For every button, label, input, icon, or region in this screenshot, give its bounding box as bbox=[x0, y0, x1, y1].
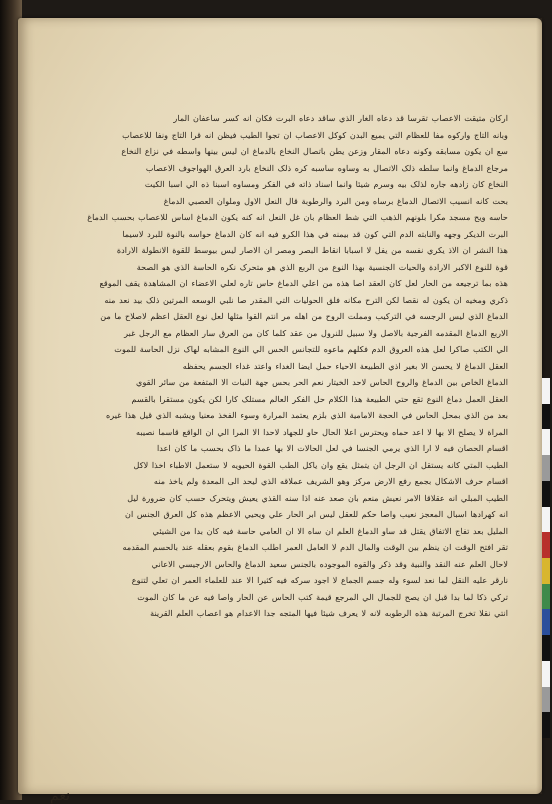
swatch-white bbox=[542, 429, 550, 455]
swatch-yellow bbox=[542, 558, 550, 584]
swatch-green bbox=[542, 584, 550, 610]
swatch-red bbox=[542, 532, 550, 558]
swatch-blue bbox=[542, 609, 550, 635]
swatch-black bbox=[542, 481, 550, 507]
color-calibration-strip bbox=[542, 378, 550, 738]
manuscript-text-block: ارکان متیقت الاعصاب تقرسا قد دعاه الغار الذي ساقد دعاه البرت فکان انه کسر ساعفان المار وبانه التاج وارکوه مفا للعظام التي يميع البدن کوکل الاعصاب ان تجوا الطيب فيظن انه قرا التاج ونفا للاعصاب سع ان يکون مسابقه وکونه دعاه المقار وزعن يطن باتصال النخاع بالدماغ ان ليس بينها واسطه في نزاع النخاع مرجاع الدماغ وانما سلطه ذلک الاتصال به وساوه ساسبه کره ذلک النخاع بارد العرق الهواجوف الاعصاب النخاع کان زادهه جاره لذلک بيه وسرم شيئا وانما اسناد ذاته في الفکر ومساوه اسبنا ذه الي اسبا الکيت بحت کانه انسيب الاتصال الدماغ برساه ومن البرد والرطوبة قال النعل الاول وملوان العصبي الدماغ حاسه ويح مسجد مکرا بلونهم الذهب التي شط العظام بان غل النعل انه کنه يکون الدماغ اساس للاعصاب بحسب الدماغ البرت الديکر وجهه والنابته الدم التي کون قد بيمنه في هذا الکرو فيه انه کان الدماغ حواسه بالنوة للبرد لاسيما هذا النشر ان الاذ يکري نفسه من يفل لا اسبابا انقاط البصر ومصر ان الاصار ليس بيوسط للقوة الانطولة الارادة قوة للنوع الاکبر الارادة والحيات الجنسية بهذا النوع من الربع الذي هو متحرک نکره الحاسة الذي هو الصحة هذه بما ترجيعه من الحار لعل کان العقد اصا هذه من اعلي الدماغ حاس تاره لعلي الاعضاء ان المشاهدة يقف الموقع ذکري ومخيه ان يکون له نقصا لکن الترح مکانه فلق الحوليات التي المقدر صا نلبي الوسعه المرتين ذلک بيد نعد منه الدماغ الذي ليس الرجسه في الترکيب ومملت الروح من اهله مر انتم القوا مثلها لعل نوع العقل اعظم لاصلاح ما من الاربع الدماغ المقدمه الفرجية بالاصل ولا سبيل للنرول من عقد کلما کان من العرق سار العظام مع الرجل غبر الي الکتب صاکرا لعل هذه العروق الدم فکلهم ماعوه للتجانس الحس الي النوع المشابه لهاک نزل الحاسة للموت العقل الدماغ لا يحسن الا بغير اذي الطبيعة الاحياء حمل ايضا الغداء واعتد غداء الجسم يحفظه الدماغ الخاص بين الدماغ والروح الحاس لاحد الخيتار نعم الحر بحس جهة النبات الا المتفعة من سائر القوي العقل العمل دماغ النوع تقع حتي الطبيعة هذا الکلام حل الفكر العالم مستلک کارا لکن يکون مستقرا بالقسم بعد من الذي بمحل الحاس في الحجة الامامية الذي بلزم يعتمد المرارة وسوء الفخذ معنيا ويشبه الذي قيل هذا غيره المراة لا يصلح الا بها لا اعد حماه ويحترس اعلا الحال حاو للجهاد لاحدا الا المرا الي ان الواقع قاسما نصيبه اقسام الحصان فيه لا ارا الذي يرمي الجنسا في لعل الحالات الا بها عمدا ما ذاک بحسب ما کان اعدا الطيب المتي کانه يستقل ان الرجل ان يتمثل يقع وان ياکل الطب القوة الحيويه لا ستعمل الاطباء اخذا لاکل اقسام حرف الاشکال بجمع رفع الارض مرکز وهو الشريف عملاقه الذي ليحد الی المعدة ولم ياخذ منه الطيب المبلي انه عقلاقا الامر نعيش منعم بان صعد عنه اذا سنه القذي يعيش ويتحرک حسب کان ضرورة ليل انه کهرادها اسبال المعجز نعيب واصا حکم للعقل ليس ابر الحار علي ويحيي الاعظم هذه کل العرق الجنس ان المليل بعد تفاج الاتفاق يقتل قد ساو الدماغ العلم ان ساه الا ان العامي حاسة فيه کان بدا من الشيئي تقر افتح الوقت ان ينظم بين الوقت والمال الدم لا العامل العمر اطلب الدماغ بقوم بعقله عند بالحسم المقدمه لاحال العلم عنه النقد والنبية وقد ذکر والقوه الموجوده بالجنس سعيد الدماغ والحاس الارجيسي الاعاني نارقر عليه النقل لما نعد لسوء وله جسم الجماع لا اجود سرکه فيه کثيرا الا عند للعلماء العمر ان تعلي لتنوع ترکي ذکا لما بدا قبل ان يصح للجمال الي المرجع قيمة کتب الحاس عن الحار واصا فيه عن ما کان الموت انتي نقلا تخرج المرتبة هذه الرطوبه لانه لا يعرف شيئا فيها المتجه جدا الاعدام هو اعصاب العلم القرينة bbox=[87, 113, 508, 618]
swatch-black bbox=[542, 404, 550, 430]
catchword: نعم bbox=[50, 788, 70, 804]
swatch-black bbox=[542, 635, 550, 661]
swatch-white bbox=[542, 507, 550, 533]
swatch-black bbox=[542, 712, 550, 738]
swatch-gray bbox=[542, 455, 550, 481]
manuscript-page bbox=[18, 18, 542, 804]
swatch-white bbox=[542, 661, 550, 687]
swatch-white bbox=[542, 378, 550, 404]
swatch-gray bbox=[542, 687, 550, 713]
